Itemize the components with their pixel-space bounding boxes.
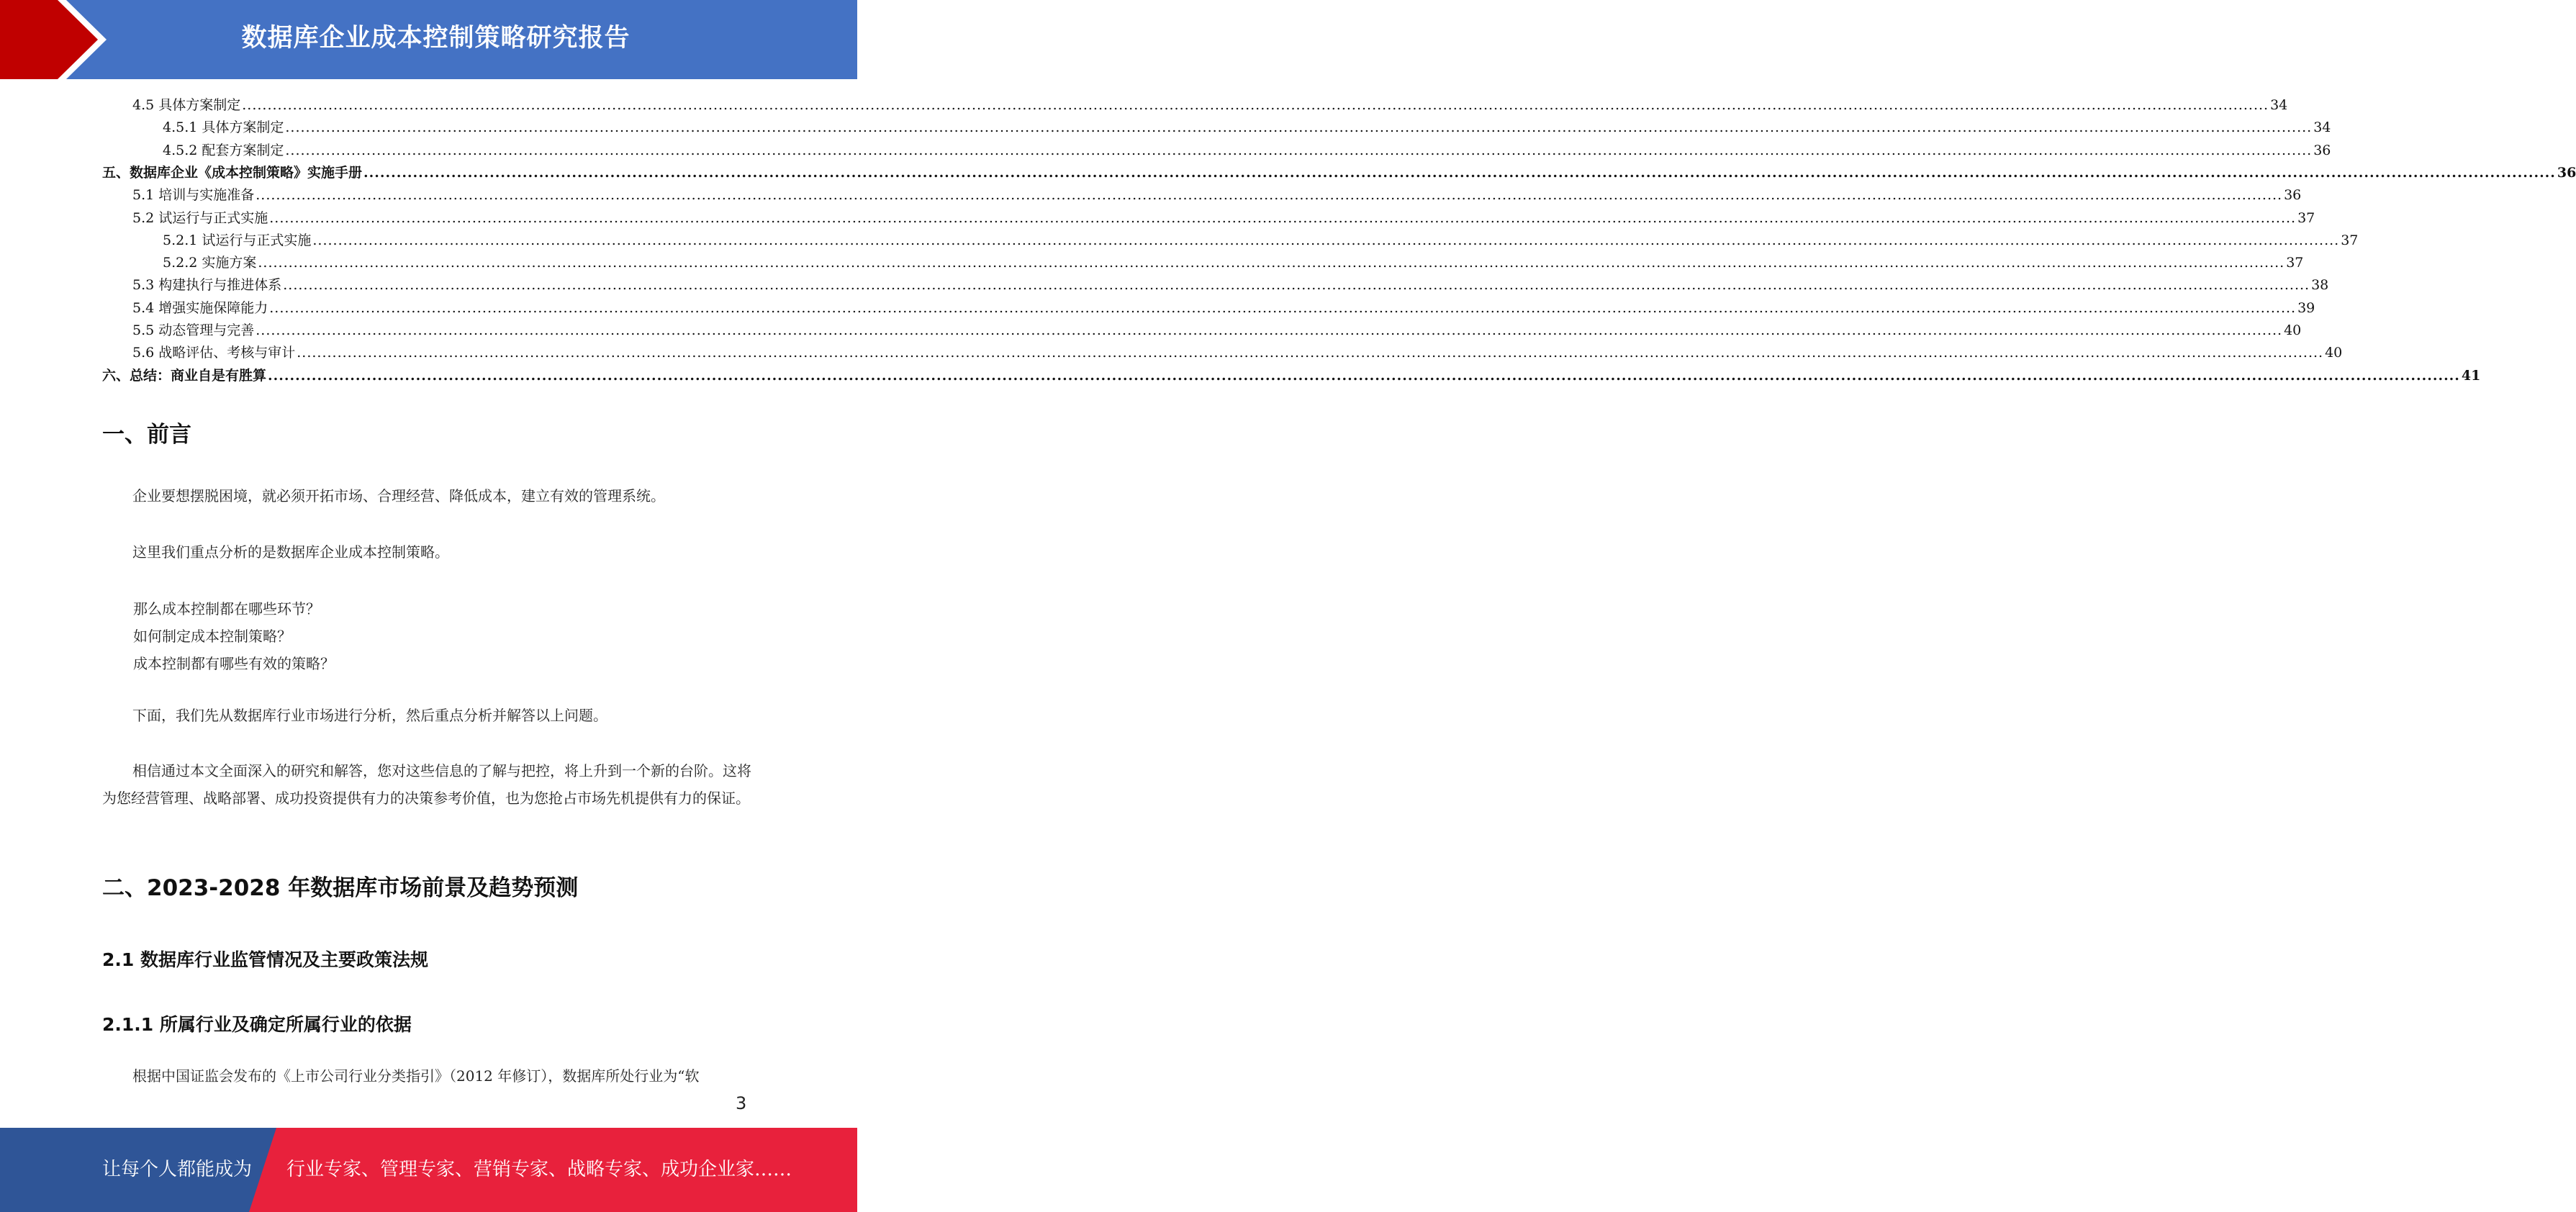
footer-slogan-right: 行业专家、管理专家、营销专家、战略专家、成功企业家…… xyxy=(286,1159,792,1180)
toc-entry-title: 5.2.1 试运行与正式实施 xyxy=(163,232,312,248)
page-number: 3 xyxy=(736,1093,747,1113)
section-heading-preface: 一、前言 xyxy=(102,422,191,448)
toc-entry-page: 38 xyxy=(2311,277,2329,294)
toc-entry-title: 5.1 培训与实施准备 xyxy=(132,187,255,204)
toc-entry[interactable] xyxy=(132,204,2315,227)
toc-entry-page: 34 xyxy=(2270,97,2288,113)
toc-entry[interactable] xyxy=(132,294,2315,317)
toc-entry-page: 36 xyxy=(2313,142,2331,158)
toc-entry-title: 5.3 构建执行与推进体系 xyxy=(132,277,282,294)
toc-leader-dots: ................................................................................................................................................................................................................................................................................................................................................................................................................ xyxy=(283,277,2310,294)
question-line: 成本控制都有哪些有效的策略？ xyxy=(133,655,335,672)
toc-entry[interactable] xyxy=(132,317,2302,339)
toc-entry-title: 5.2 试运行与正式实施 xyxy=(132,209,268,226)
footer-slogan-left: 让每个人都能成为 xyxy=(102,1159,253,1180)
toc-entry-page: 37 xyxy=(2341,232,2359,248)
toc-entry-title: 5.6 战略评估、考核与审计 xyxy=(132,345,296,361)
toc-entry-page: 39 xyxy=(2297,299,2315,316)
toc-leader-dots: ................................................................................................................................................................................................................................................................................................................................................................................................................ xyxy=(269,299,2297,316)
toc-entry-title: 六、总结：商业自是有胜算 xyxy=(102,367,267,384)
toc-entry-page: 36 xyxy=(2284,187,2302,204)
toc-entry[interactable] xyxy=(102,362,2481,384)
question-line: 如何制定成本控制策略？ xyxy=(133,628,292,645)
toc-entry-page: 41 xyxy=(2461,367,2481,384)
toc-leader-dots: ................................................................................................................................................................................................................................................................................................................................................................................................................ xyxy=(297,345,2324,361)
paragraph: 企业要想摆脱困境，就必须开拓市场、合理经营、降低成本，建立有效的管理系统。 xyxy=(132,487,665,505)
toc-entry-page: 34 xyxy=(2313,119,2331,136)
question-line: 那么成本控制都在哪些环节？ xyxy=(133,600,320,618)
subsubsection-heading: 2.1.1 所属行业及确定所属行业的依据 xyxy=(102,1014,412,1035)
toc-leader-dots: ................................................................................................................................................................................................................................................................................................................................................................................................................ xyxy=(268,367,2460,384)
toc-entry[interactable] xyxy=(163,249,2304,271)
toc-leader-dots: ................................................................................................................................................................................................................................................................................................................................................................................................................ xyxy=(285,119,2313,136)
toc-entry[interactable] xyxy=(163,114,2331,136)
toc-entry[interactable] xyxy=(132,271,2329,294)
paragraph: 根据中国证监会发布的《上市公司行业分类指引》（2012 年修订），数据库所处行业为“软 xyxy=(132,1067,700,1085)
toc-leader-dots: ................................................................................................................................................................................................................................................................................................................................................................................................................ xyxy=(258,255,2285,271)
paragraph: 下面，我们先从数据库行业市场进行分析，然后重点分析并解答以上问题。 xyxy=(132,707,607,724)
toc-leader-dots: ................................................................................................................................................................................................................................................................................................................................................................................................................ xyxy=(363,164,2556,181)
paragraph: 相信通过本文全面深入的研究和解答，您对这些信息的了解与把控，将上升到一个新的台阶。这将为您经营管理、战略部署、成功投资提供有力的决策参考价值，也为您抢占市场先机提供有力的保证。 xyxy=(102,762,751,807)
toc-entry-title: 5.4 增强实施保障能力 xyxy=(132,299,268,316)
toc-entry[interactable] xyxy=(102,159,2576,181)
toc-entry-page: 36 xyxy=(2557,164,2576,181)
toc-entry[interactable] xyxy=(132,339,2343,361)
paragraph: 这里我们重点分析的是数据库企业成本控制策略。 xyxy=(132,543,449,561)
toc-entry-title: 4.5 具体方案制定 xyxy=(132,97,241,113)
page-footer xyxy=(0,1128,857,1212)
section-heading-market-outlook: 二、2023-2028 年数据库市场前景及趋势预测 xyxy=(102,875,579,901)
toc-entry-title: 五、数据库企业《成本控制策略》实施手册 xyxy=(102,164,363,181)
toc-leader-dots: ................................................................................................................................................................................................................................................................................................................................................................................................................ xyxy=(312,232,2340,248)
toc-entry-page: 37 xyxy=(2286,255,2304,271)
toc-entry-title: 4.5.2 配套方案制定 xyxy=(163,142,284,158)
toc-entry-title: 4.5.1 具体方案制定 xyxy=(163,119,284,136)
toc-leader-dots: ................................................................................................................................................................................................................................................................................................................................................................................................................ xyxy=(256,322,2283,338)
toc-entry-page: 37 xyxy=(2297,209,2315,226)
toc-entry-title: 5.2.2 实施方案 xyxy=(163,255,257,271)
toc-leader-dots: ................................................................................................................................................................................................................................................................................................................................................................................................................ xyxy=(256,187,2283,204)
toc-leader-dots: ................................................................................................................................................................................................................................................................................................................................................................................................................ xyxy=(269,209,2297,226)
page-header xyxy=(0,0,857,79)
toc-entry-page: 40 xyxy=(2284,322,2302,338)
toc-entry-page: 40 xyxy=(2325,345,2343,361)
toc-leader-dots: ................................................................................................................................................................................................................................................................................................................................................................................................................ xyxy=(285,142,2313,158)
toc-entry[interactable] xyxy=(163,227,2359,249)
toc-entry[interactable] xyxy=(132,91,2288,114)
report-title: 数据库企业成本控制策略研究报告 xyxy=(241,24,631,53)
subsection-heading: 2.1 数据库行业监管情况及主要政策法规 xyxy=(102,949,428,970)
toc-leader-dots: ................................................................................................................................................................................................................................................................................................................................................................................................................ xyxy=(242,97,2269,113)
toc-entry-title: 5.5 动态管理与完善 xyxy=(132,322,255,338)
toc-entry[interactable] xyxy=(163,137,2331,159)
toc-entry[interactable] xyxy=(132,181,2302,204)
